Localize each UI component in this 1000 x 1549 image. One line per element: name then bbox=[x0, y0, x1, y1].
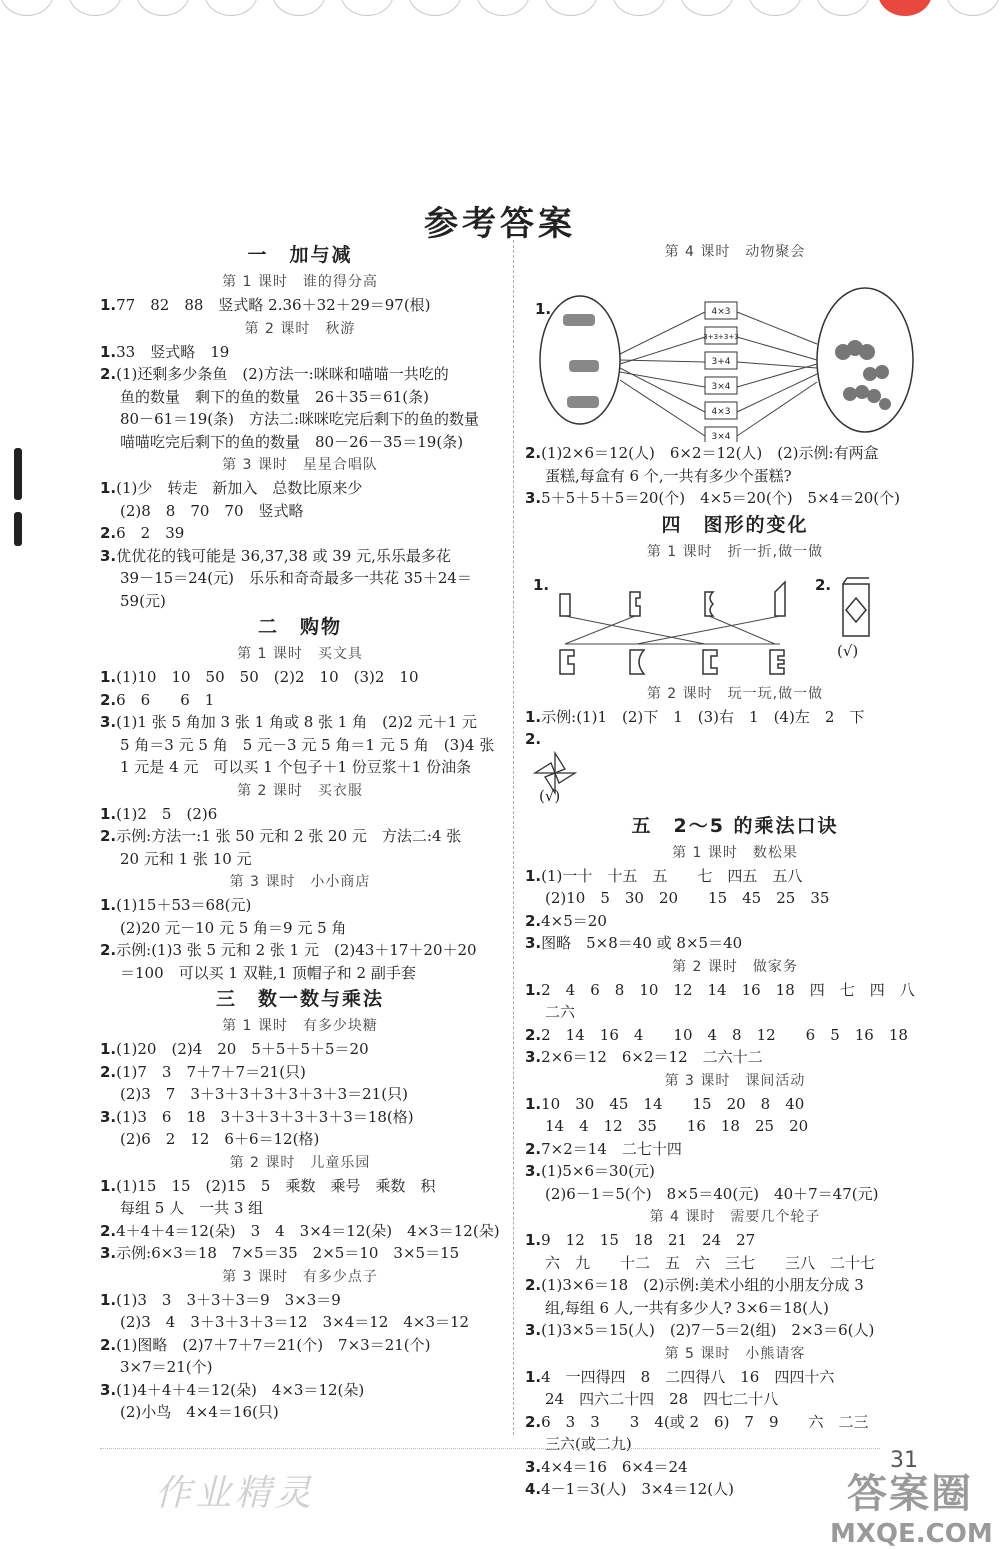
answer-text: 示例:6×3＝18 7×5＝35 2×5＝10 3×5＝15 bbox=[116, 1244, 460, 1262]
expression-label: 4×3 bbox=[711, 407, 731, 417]
answer-line bbox=[100, 1289, 500, 1312]
answer-text: 示例:(1)1 (2)下 1 (3)右 1 (4)左 2 下 bbox=[541, 707, 865, 726]
answer-text: (1)15＋53＝68(元) bbox=[116, 896, 252, 914]
answer-text: 10 30 45 14 15 20 8 40 bbox=[541, 1094, 805, 1113]
question-number: 1. bbox=[100, 1040, 117, 1058]
question-number: 2. bbox=[525, 730, 542, 748]
answer-text: 5＋5＋5＋5＝20(个) 4×5＝20(个) 5×4＝20(个) bbox=[541, 489, 900, 507]
answer-line bbox=[525, 932, 945, 955]
question-number: 2. bbox=[525, 1139, 542, 1158]
answer-text: 6 6 6 1 bbox=[116, 690, 215, 709]
question-number: 2. bbox=[100, 365, 117, 383]
answer-text: 示例:方法一:1 张 50 元和 2 张 20 元 方法二:4 张 bbox=[116, 827, 462, 845]
candy-icons bbox=[563, 314, 599, 408]
answer-line bbox=[525, 865, 945, 888]
answer-text: 示例:(1)3 张 5 元和 2 张 1 元 (2)43＋17＋20＋20 bbox=[116, 941, 477, 959]
answer-line bbox=[525, 1093, 945, 1116]
question-number: 1. bbox=[525, 980, 542, 999]
answer-line bbox=[525, 1024, 945, 1047]
lesson-heading: 第 1 课时 数松果 bbox=[672, 844, 798, 861]
unit-heading: 四 图形的变化 bbox=[661, 513, 809, 536]
answer-continuation: 5 角＝3 元 5 角 5 元－3 元 5 角＝1 元 5 角 (3)4 张 bbox=[120, 735, 495, 754]
pinwheel-figure bbox=[525, 751, 945, 811]
answer-continuation: 3×7＝21(个) bbox=[120, 1358, 213, 1376]
question-number: 2. bbox=[100, 827, 117, 845]
answer-line bbox=[525, 910, 945, 933]
answer-line bbox=[100, 825, 500, 848]
lesson-heading: 第 3 课时 小小商店 bbox=[229, 874, 371, 890]
answer-line bbox=[525, 1046, 945, 1069]
answer-subline: (2)3 4 3＋3＋3＋3＝12 3×4＝12 4×3＝12 bbox=[120, 1313, 470, 1331]
question-number: 1. bbox=[100, 342, 117, 361]
answer-text: (1)一十 十五 五 七 四五 五八 bbox=[541, 866, 803, 885]
unit-heading: 五 2～5 的乘法口诀 bbox=[631, 814, 839, 837]
answer-continuation: 20 元和 1 张 10 元 bbox=[120, 849, 252, 868]
lesson-heading: 第 3 课时 星星合唱队 bbox=[222, 457, 378, 473]
answer-line bbox=[100, 711, 500, 734]
question-number: 2. bbox=[100, 524, 117, 542]
answer-text: (1)20 (2)4 20 5＋5＋5＋5＝20 bbox=[116, 1040, 369, 1058]
lesson-heading: 第 2 课时 秋游 bbox=[244, 320, 356, 337]
question-number: 2. bbox=[525, 1412, 542, 1431]
answer-text: 优优花的钱可能是 36,37,38 或 39 元,乐乐最多花 bbox=[116, 546, 451, 565]
lesson-heading: 第 3 课时 有多少点子 bbox=[222, 1268, 378, 1285]
answer-line bbox=[100, 363, 500, 386]
answer-continuation: 二六 bbox=[545, 1003, 576, 1021]
question-number: 1. bbox=[535, 300, 552, 318]
answer-subline: 每组 5 人 一共 3 组 bbox=[120, 1199, 264, 1217]
answer-text: (1)1 张 5 角加 3 张 1 角或 8 张 1 角 (2)2 元＋1 元 bbox=[116, 713, 477, 731]
answer-text: (1)2×6＝12(人) 6×2＝12(人) (2)示例:有两盒 bbox=[541, 444, 879, 462]
question-number: 1. bbox=[100, 296, 117, 314]
question-number: 3. bbox=[100, 1380, 117, 1399]
answer-subline: (2)6－1＝5(个) 8×5＝40(元) 40＋7＝47(元) bbox=[545, 1184, 879, 1203]
answer-line bbox=[100, 1061, 500, 1084]
question-number: 2. bbox=[100, 1335, 117, 1354]
answer-line bbox=[525, 1160, 945, 1183]
question-number: 3. bbox=[525, 1048, 542, 1066]
question-number: 2. bbox=[525, 1025, 542, 1044]
answer-line bbox=[525, 728, 945, 751]
right-mid-block-2 bbox=[525, 682, 945, 751]
fold-shapes bbox=[560, 582, 785, 674]
answer-subline: (2)6 2 12 6＋6＝12(格) bbox=[120, 1130, 320, 1148]
answer-text: (1)2 5 (2)6 bbox=[116, 804, 218, 823]
answer-text: 77 82 88 竖式略 2.36＋32＋29＝97(根) bbox=[116, 296, 431, 314]
question-number: 3. bbox=[100, 713, 117, 731]
lesson-heading: 第 5 课时 小熊请客 bbox=[664, 1345, 806, 1362]
answer-continuation: 六 九 十二 五 六 三七 三八 二十七 bbox=[545, 1253, 876, 1272]
question-number: 2. bbox=[100, 1062, 117, 1081]
answer-text: 7×2＝14 二七十四 bbox=[541, 1139, 682, 1158]
answer-line bbox=[525, 1274, 945, 1297]
answer-text: 4×4＝16 6×4＝24 bbox=[541, 1457, 688, 1476]
question-number: 2. bbox=[525, 444, 542, 462]
answer-line bbox=[100, 545, 500, 568]
answer-text: (1)还剩多少条鱼 (2)方法一:咪咪和喵喵一共吃的 bbox=[116, 365, 449, 383]
answer-line bbox=[100, 341, 500, 364]
check-mark: (√) bbox=[837, 641, 859, 660]
answer-text: 4＋4＋4＝12(朵) 3 4 3×4＝12(朵) 4×3＝12(朵) bbox=[116, 1221, 500, 1240]
lesson-heading: 第 1 课时 折一折,做一做 bbox=[646, 543, 824, 560]
answer-continuation: 80－61＝19(条) 方法二:咪咪吃完后剩下的鱼的数量 bbox=[120, 410, 480, 428]
question-number: 3. bbox=[525, 1321, 542, 1339]
answer-subline: (2)小鸟 4×4＝16(只) bbox=[120, 1403, 279, 1421]
answer-line bbox=[525, 706, 945, 729]
lesson-heading: 第 3 课时 课间活动 bbox=[664, 1072, 806, 1089]
question-number: 3. bbox=[525, 1457, 542, 1476]
answer-continuation: 蛋糕,每盒有 6 个,一共有多少个蛋糕? bbox=[545, 466, 792, 485]
expression-label: 3+3+3+3 bbox=[703, 333, 739, 341]
answer-continuation: ＝100 可以买 1 双鞋,1 顶帽子和 2 副手套 bbox=[120, 963, 416, 982]
answer-text: 2×6＝12 6×2＝12 二六十二 bbox=[541, 1048, 763, 1066]
answer-line bbox=[100, 522, 500, 545]
question-number: 4. bbox=[525, 1480, 542, 1498]
lesson-heading: 第 1 课时 有多少块糖 bbox=[222, 1018, 378, 1034]
pinwheel-svg bbox=[525, 751, 945, 811]
answer-text: 6 2 39 bbox=[116, 524, 185, 542]
answer-continuation: 59(元) bbox=[120, 591, 166, 610]
answer-line bbox=[525, 1229, 945, 1252]
page-number: 31 bbox=[890, 1448, 918, 1473]
answer-continuation: 14 4 12 35 16 18 25 20 bbox=[545, 1117, 809, 1135]
diamond-figure bbox=[843, 578, 869, 636]
answer-line bbox=[100, 939, 500, 962]
answer-line bbox=[100, 1106, 500, 1129]
question-number: 1. bbox=[100, 479, 117, 497]
answer-line bbox=[525, 487, 945, 510]
question-number: 1. bbox=[525, 707, 542, 726]
answer-line bbox=[100, 294, 500, 317]
question-number: 3. bbox=[100, 546, 117, 565]
page-title: 参考答案 bbox=[424, 204, 576, 244]
answer-line bbox=[100, 477, 500, 500]
answer-text: (1)5×6＝30(元) bbox=[541, 1162, 655, 1180]
answer-text: (1)7 3 7＋7＋7＝21(只) bbox=[116, 1062, 306, 1081]
answer-text: 9 12 15 18 21 24 27 bbox=[541, 1231, 756, 1249]
expression-label: 4×3 bbox=[711, 307, 731, 317]
answer-continuation: 24 四六二十四 28 四七二十八 bbox=[545, 1390, 779, 1408]
answer-line bbox=[100, 689, 500, 712]
answer-text: 4 一四得四 8 二四得八 16 四四十六 bbox=[541, 1367, 835, 1386]
answer-line bbox=[100, 1334, 500, 1357]
watermark-url: MXQE.COM bbox=[830, 1519, 993, 1549]
answer-line bbox=[525, 979, 945, 1002]
answer-line bbox=[100, 1220, 500, 1243]
answer-text: (1)少 转走 新加入 总数比原来少 bbox=[116, 479, 363, 497]
answer-line bbox=[100, 1038, 500, 1061]
answer-line bbox=[100, 1242, 500, 1265]
matching-figure bbox=[525, 264, 945, 442]
question-number: 3. bbox=[525, 489, 542, 507]
matching-svg bbox=[525, 264, 945, 442]
right-column bbox=[525, 240, 945, 1501]
lesson-heading: 第 4 课时 动物聚会 bbox=[664, 244, 806, 260]
lesson-heading: 第 2 课时 做家务 bbox=[672, 958, 798, 975]
column-divider bbox=[513, 240, 514, 1435]
right-oval bbox=[817, 288, 913, 432]
answer-text: 2 4 6 8 10 12 14 16 18 四 七 四 八 bbox=[541, 980, 915, 999]
question-number: 2. bbox=[815, 575, 832, 594]
check-mark: (√) bbox=[539, 786, 561, 805]
answer-text: (1)3×6＝18 (2)示例:美术小组的小朋友分成 3 bbox=[541, 1276, 864, 1294]
stamp-watermark: 作业精灵 bbox=[155, 1473, 316, 1514]
lesson-heading: 第 1 课时 买文具 bbox=[237, 646, 363, 662]
expression-boxes bbox=[703, 302, 738, 442]
unit-heading: 三 数一数与乘法 bbox=[215, 988, 384, 1010]
answer-text: 2 14 16 4 10 4 8 12 6 5 16 18 bbox=[541, 1025, 908, 1044]
lesson-heading: 第 2 课时 买衣服 bbox=[237, 782, 363, 799]
answer-line bbox=[100, 666, 500, 689]
question-number: 2. bbox=[100, 941, 117, 959]
lesson-heading: 第 4 课时 需要几个轮子 bbox=[649, 1209, 821, 1225]
answer-text: 33 竖式略 19 bbox=[116, 342, 230, 361]
footer-rule bbox=[100, 1448, 880, 1449]
left-column bbox=[100, 240, 500, 1424]
answer-line bbox=[525, 1138, 945, 1161]
answer-continuation: 喵喵吃完后剩下的鱼的数量 80－26－35＝19(条) bbox=[120, 432, 464, 451]
site-watermark bbox=[830, 1462, 993, 1549]
watermark-logo: 答案圈 bbox=[847, 1471, 973, 1517]
answer-text: (1)3 6 18 3＋3＋3＋3＋3＋3＝18(格) bbox=[116, 1107, 414, 1126]
question-number: 2. bbox=[525, 1276, 542, 1294]
right-bottom-block bbox=[525, 811, 945, 1501]
answer-text: (1)4＋4＋4＝12(朵) 4×3＝12(朵) bbox=[116, 1380, 365, 1399]
expression-label: 3×4 bbox=[711, 382, 731, 392]
flower-icons bbox=[835, 340, 891, 410]
answer-text: (1)图略 (2)7＋7＋7＝21(个) 7×3＝21(个) bbox=[116, 1335, 431, 1354]
answer-line bbox=[525, 1411, 945, 1434]
answer-text: 图略 5×8＝40 或 8×5＝40 bbox=[541, 934, 743, 952]
question-number: 1. bbox=[533, 575, 550, 594]
question-number: 3. bbox=[100, 1244, 117, 1262]
folding-figure bbox=[525, 564, 945, 682]
answer-text: (1)3 3 3＋3＋3＝9 3×3＝9 bbox=[116, 1290, 341, 1309]
question-number: 2. bbox=[525, 911, 542, 930]
question-number: 1. bbox=[100, 668, 117, 686]
unit-heading: 一 加与减 bbox=[247, 244, 353, 266]
question-number: 1. bbox=[100, 1176, 117, 1195]
answer-text: (1)10 10 50 50 (2)2 10 (3)2 10 bbox=[116, 668, 419, 686]
question-number: 1. bbox=[525, 1094, 542, 1113]
question-number: 3. bbox=[525, 934, 542, 952]
question-number: 1. bbox=[100, 896, 117, 914]
lesson-heading: 第 2 课时 玩一玩,做一做 bbox=[646, 685, 824, 702]
answer-line bbox=[525, 442, 945, 465]
question-number: 1. bbox=[525, 1367, 542, 1386]
answer-text: 4×5＝20 bbox=[541, 911, 607, 930]
question-number: 1. bbox=[100, 804, 117, 823]
unit-heading: 二 购物 bbox=[257, 616, 342, 638]
fold-match-lines bbox=[565, 616, 780, 644]
answer-line bbox=[100, 1175, 500, 1198]
question-number: 1. bbox=[100, 1290, 117, 1309]
answer-line bbox=[100, 803, 500, 826]
expression-label: 3+4 bbox=[711, 357, 731, 367]
answer-text: 4－1＝3(人) 3×4＝12(人) bbox=[541, 1480, 734, 1498]
answer-continuation: 三六(或二九) bbox=[545, 1435, 632, 1453]
question-number: 2. bbox=[100, 1221, 117, 1240]
right-top-block bbox=[525, 240, 945, 264]
answer-subline: (2)20 元－10 元 5 角＝9 元 5 角 bbox=[120, 918, 347, 937]
answer-continuation: 1 元是 4 元 可以买 1 个包子＋1 份豆浆＋1 份油条 bbox=[120, 758, 472, 776]
answer-line bbox=[525, 1319, 945, 1342]
question-number: 2. bbox=[100, 690, 117, 709]
answer-text: (1)3×5＝15(人) (2)7－5＝2(组) 2×3＝6(人) bbox=[541, 1321, 875, 1339]
answer-line bbox=[525, 1366, 945, 1389]
lesson-heading: 第 2 课时 儿童乐园 bbox=[229, 1154, 371, 1171]
answer-continuation: 39－15＝24(元) 乐乐和奇奇最多一共花 35＋24＝ bbox=[120, 569, 472, 587]
expression-label: 3×4 bbox=[711, 432, 731, 442]
question-number: 1. bbox=[525, 866, 542, 885]
question-number: 3. bbox=[525, 1162, 542, 1180]
answer-subline: (2)8 8 70 70 竖式略 bbox=[120, 501, 304, 520]
answer-continuation: 鱼的数量 剩下的鱼的数量 26＋35＝61(条) bbox=[120, 387, 429, 406]
right-mid-block-1 bbox=[525, 442, 945, 564]
answer-line bbox=[100, 894, 500, 917]
answer-text: 6 3 3 3 4(或 2 6) 7 9 六 二三 bbox=[541, 1412, 869, 1431]
answer-line bbox=[100, 1379, 500, 1402]
answer-text: (1)15 15 (2)15 5 乘数 乘号 乘数 积 bbox=[116, 1176, 436, 1195]
lesson-heading: 第 1 课时 谁的得分高 bbox=[222, 274, 378, 290]
answer-subline: (2)3 7 3＋3＋3＋3＋3＋3＋3＝21(只) bbox=[120, 1085, 408, 1103]
folding-svg bbox=[525, 564, 945, 682]
question-number: 1. bbox=[525, 1231, 542, 1249]
answer-continuation: 组,每组 6 人,一共有多少人? 3×6＝18(人) bbox=[545, 1298, 829, 1317]
question-number: 3. bbox=[100, 1107, 117, 1126]
answer-subline: (2)10 5 30 20 15 45 25 35 bbox=[545, 889, 830, 907]
